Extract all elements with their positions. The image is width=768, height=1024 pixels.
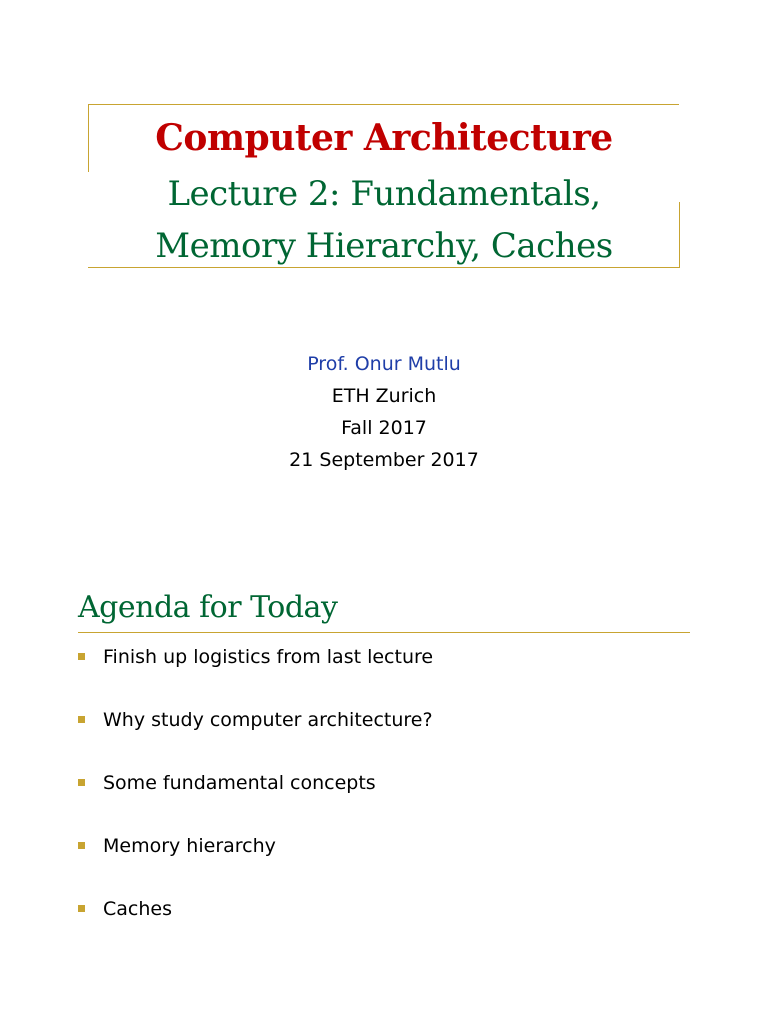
square-bullet-icon — [78, 905, 85, 912]
agenda-item-text: Finish up logistics from last lecture — [103, 646, 434, 668]
agenda-item-text: Some fundamental concepts — [103, 772, 376, 794]
agenda-item — [78, 766, 698, 829]
agenda-item — [78, 703, 698, 766]
author-name: Prof. Onur Mutlu — [307, 353, 461, 375]
agenda-item-text: Memory hierarchy — [103, 835, 276, 857]
agenda-divider — [78, 632, 690, 633]
square-bullet-icon — [78, 842, 85, 849]
square-bullet-icon — [78, 779, 85, 786]
frame-top-line — [88, 104, 679, 105]
agenda-heading: Agenda for Today — [78, 590, 338, 625]
agenda-item — [78, 892, 698, 955]
lecture-title-line-1: Lecture 2: Fundamentals, — [167, 174, 601, 214]
agenda-item — [78, 640, 698, 703]
institution: ETH Zurich — [331, 385, 437, 407]
lecture-date: 21 September 2017 — [289, 449, 479, 471]
lecture-title-line-2: Memory Hierarchy, Caches — [155, 226, 613, 266]
course-title: Computer Architecture — [155, 117, 613, 159]
author-block — [0, 348, 768, 476]
agenda-item-text: Caches — [103, 898, 172, 920]
term: Fall 2017 — [341, 417, 427, 439]
square-bullet-icon — [78, 716, 85, 723]
agenda-list — [78, 640, 698, 955]
agenda-item — [78, 829, 698, 892]
agenda-item-text: Why study computer architecture? — [103, 709, 433, 731]
square-bullet-icon — [78, 653, 85, 660]
